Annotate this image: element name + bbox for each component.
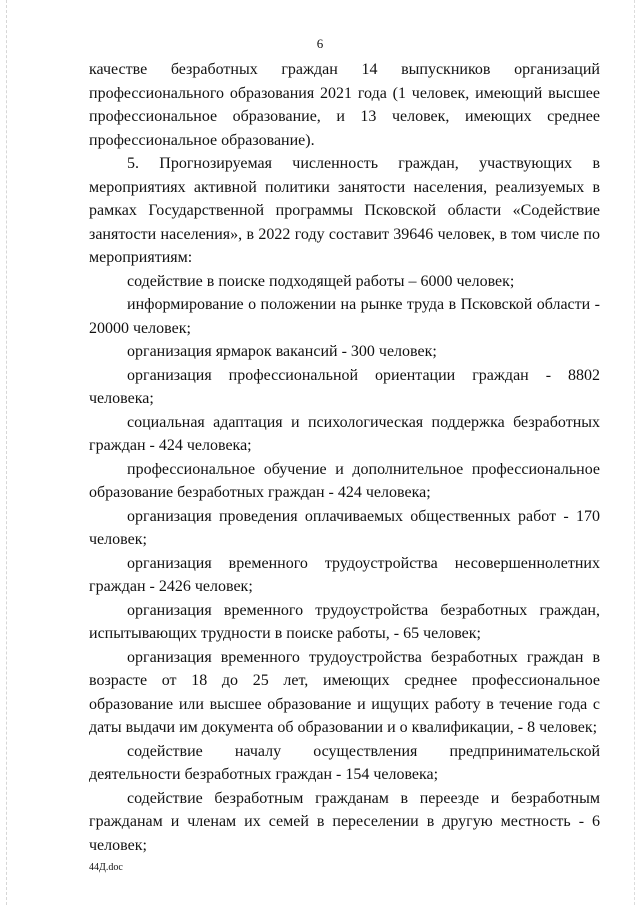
document-body (89, 58, 600, 857)
list-item: организация профессиональной ориентации граждан - 8802 человека; (89, 366, 600, 407)
paragraph: качестве безработных граждан 14 выпускников организаций профессионального образования 2021 года (1 человек, имеющий высшее профессиональное образование, и 13 человек, имеющих среднее профессиональное образование). (89, 61, 600, 149)
file-name-footer: 44Д.doc (89, 862, 123, 873)
list-item: содействие началу осуществления предпринимательской деятельности безработных граждан - 154 человека; (89, 742, 600, 783)
list-item: организация временного трудоустройства безработных граждан, испытывающих трудности в поиске работы, - 65 человек; (89, 601, 600, 642)
scan-edge-left (6, 0, 8, 905)
list-item: социальная адаптация и психологическая поддержка безработных граждан - 424 человека; (89, 413, 600, 454)
list-item: организация временного трудоустройства несовершеннолетних граждан - 2426 человек; (89, 554, 600, 595)
list-item: содействие безработным гражданам в переезде и безработным гражданам и членам их семей в переселении в другую местность - 6 человек; (89, 789, 600, 854)
list-item: содействие в поиске подходящей работы – 6000 человек; (127, 272, 515, 290)
list-item: профессиональное обучение и дополнительное профессиональное образование безработных граждан - 424 человека; (89, 460, 600, 501)
list-item: организация ярмарок вакансий - 300 человек; (127, 343, 437, 360)
list-item: организация временного трудоустройства безработных граждан в возрасте от 18 до 25 лет, имеющих среднее профессиональное образование или высшее образование и ищущих работу в течение года с даты выдачи им документа об образовании и о квалификации, - 8 человек; (89, 648, 600, 736)
list-item: информирование о положении на рынке труда в Псковской области - 20000 человек; (89, 296, 600, 337)
list-item: организация проведения оплачиваемых общественных работ - 170 человек; (89, 507, 600, 548)
page-number: 6 (316, 36, 324, 51)
scan-edge-right (634, 0, 636, 905)
paragraph: 5. Прогнозируемая численность граждан, участвующих в мероприятиях активной политики занятости населения, реализуемых в рамках Государственной программы Псковской области «Содействие занятости населения», в 2022 году составит 39646 человек, в том числе по мероприятиям: (89, 155, 600, 266)
